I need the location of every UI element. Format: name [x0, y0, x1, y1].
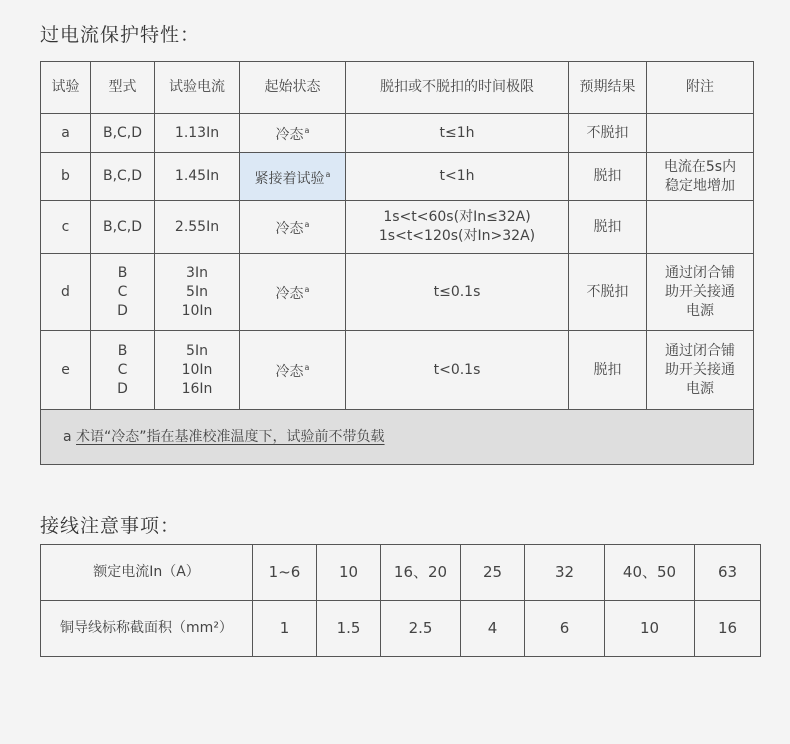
remark-cell-line: 助开关接通 [665, 361, 735, 378]
result-cell: 不脱扣 [569, 254, 647, 331]
type-cell-line: B,C,D [102, 168, 143, 184]
test-cell: e [41, 331, 91, 410]
type-cell-line: D [117, 302, 128, 319]
rated-current-value: 10 [317, 545, 381, 601]
type-cell [91, 331, 155, 410]
state-text: 紧接着试验 [254, 170, 325, 187]
header-cell: 附注 [647, 62, 754, 114]
type-cell [91, 254, 155, 331]
wire-section-value: 10 [605, 601, 695, 657]
table-row [41, 153, 754, 201]
result-cell: 脱扣 [569, 153, 647, 201]
remark-cell [647, 201, 754, 254]
current-cell-line: 5In [186, 283, 208, 300]
state-text: 冷态 [275, 221, 304, 237]
remark-cell [647, 153, 754, 201]
state-cell [240, 153, 346, 201]
remark-cell [647, 331, 754, 410]
overcurrent-protection-table [40, 61, 754, 465]
remark-cell-line: 电源 [686, 302, 714, 319]
type-cell-line: B [117, 264, 128, 281]
remark-cell-line: 通过闭合铺 [665, 342, 735, 359]
section-title-wiring: 接线注意事项： [40, 515, 181, 537]
wire-section-label: 铜导线标称截面积（mm²） [41, 601, 253, 657]
remark-cell [647, 114, 754, 153]
current-cell [155, 114, 240, 153]
wire-section-value: 16 [695, 601, 761, 657]
type-cell-line: B,C,D [102, 218, 143, 235]
current-cell-line: 10In [181, 361, 213, 378]
type-cell-line: D [117, 380, 128, 397]
result-cell: 脱扣 [569, 201, 647, 254]
test-cell: b [41, 153, 91, 201]
header-cell: 起始状态 [240, 62, 346, 114]
footnote-ref: a [304, 126, 310, 135]
time-limit-cell [346, 114, 569, 153]
wire-section-value: 1.5 [317, 601, 381, 657]
type-cell-line: C [117, 361, 128, 378]
wire-section-value: 4 [461, 601, 525, 657]
type-cell [91, 153, 155, 201]
rated-current-value: 1~6 [253, 545, 317, 601]
header-cell: 脱扣或不脱扣的时间极限 [346, 62, 569, 114]
type-cell [91, 201, 155, 254]
remark-cell-line: 电源 [686, 380, 714, 397]
current-cell-line: 1.45In [174, 168, 220, 184]
current-cell-line: 5In [186, 342, 208, 359]
wire-section-value: 2.5 [381, 601, 461, 657]
footnote-cell [41, 410, 754, 465]
footnote-ref: a [304, 363, 310, 372]
remark-cell-line: 助开关接通 [665, 283, 735, 300]
type-cell [91, 114, 155, 153]
remark-cell-line: 通过闭合铺 [665, 264, 735, 281]
time-limit-cell-line: t<1h [439, 168, 475, 184]
rated-current-value: 25 [461, 545, 525, 601]
current-cell [155, 201, 240, 254]
footnote-row [41, 410, 754, 465]
current-cell-line: 2.55In [174, 218, 220, 235]
rated-current-value: 16、20 [381, 545, 461, 601]
rated-current-value: 32 [525, 545, 605, 601]
footnote-ref: a [304, 285, 310, 294]
remark-cell-line: 稳定地增加 [665, 177, 735, 194]
time-limit-cell [346, 153, 569, 201]
state-cell [240, 201, 346, 254]
rated-current-row [41, 545, 761, 601]
current-cell-line: 3In [186, 264, 208, 281]
time-limit-cell [346, 201, 569, 254]
table-row [41, 114, 754, 153]
section-title-overcurrent: 过电流保护特性： [40, 24, 201, 46]
time-limit-cell-line: t≤0.1s [433, 283, 481, 300]
current-cell-line: 10In [181, 302, 213, 319]
current-cell [155, 331, 240, 410]
type-cell-line: C [117, 283, 128, 300]
state-text: 冷态 [275, 286, 304, 302]
remark-cell-line: 电流在5s内 [663, 158, 737, 175]
state-cell [240, 254, 346, 331]
wiring-table [40, 544, 761, 657]
current-cell [155, 153, 240, 201]
type-cell-line: B,C,D [102, 124, 143, 141]
table-header-row [41, 62, 754, 114]
footnote-ref: a [304, 220, 310, 229]
current-cell-line: 1.13In [174, 124, 220, 141]
footnote-text: 术语“冷态”指在基准校准温度下，试验前不带负载 [76, 428, 385, 445]
type-cell-line: B [117, 342, 128, 359]
rated-current-label: 额定电流In（A） [41, 545, 253, 601]
time-limit-cell-line: 1s<t<120s(对In>32A) [378, 228, 536, 244]
footnote-ref: a [325, 169, 331, 179]
rated-current-value: 63 [695, 545, 761, 601]
time-limit-cell-line: t≤1h [439, 124, 475, 141]
time-limit-cell-line: 1s<t<60s(对In≤32A) [383, 209, 531, 225]
state-cell [240, 114, 346, 153]
state-text: 冷态 [275, 127, 304, 143]
wire-section-value: 6 [525, 601, 605, 657]
time-limit-cell-line: t<0.1s [433, 361, 481, 378]
current-cell-line: 16In [181, 380, 213, 397]
wire-section-value: 1 [253, 601, 317, 657]
table-row [41, 331, 754, 410]
footnote-marker: a [63, 428, 72, 445]
time-limit-cell [346, 254, 569, 331]
header-cell: 型式 [91, 62, 155, 114]
test-cell: a [41, 114, 91, 153]
result-cell: 不脱扣 [569, 114, 647, 153]
table-row [41, 254, 754, 331]
state-text: 冷态 [275, 364, 304, 380]
remark-cell [647, 254, 754, 331]
wire-section-row [41, 601, 761, 657]
current-cell [155, 254, 240, 331]
rated-current-value: 40、50 [605, 545, 695, 601]
header-cell: 试验 [41, 62, 91, 114]
test-cell: c [41, 201, 91, 254]
header-cell: 预期结果 [569, 62, 647, 114]
test-cell: d [41, 254, 91, 331]
state-cell [240, 331, 346, 410]
header-cell: 试验电流 [155, 62, 240, 114]
time-limit-cell [346, 331, 569, 410]
table-row [41, 201, 754, 254]
result-cell: 脱扣 [569, 331, 647, 410]
